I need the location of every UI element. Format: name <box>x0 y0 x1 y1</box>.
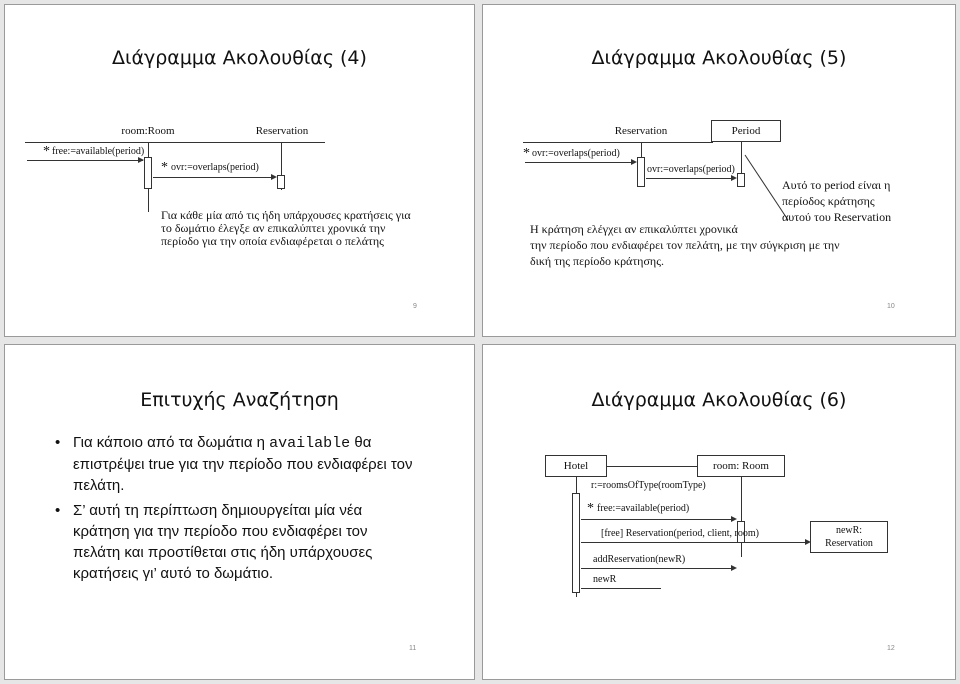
new-reservation-box: newR: Reservation <box>810 521 888 553</box>
message-add-reservation: addReservation(newR) <box>593 554 686 565</box>
arrow-head <box>271 174 277 180</box>
iteration-marker: * <box>161 160 168 175</box>
bullet-icon: • <box>55 502 61 519</box>
slide-title: Διάγραμμα Ακολουθίας (5) <box>591 47 847 69</box>
slide-successful-search <box>4 344 475 680</box>
note-text: Για κάθε μία από τις ήδη υπάρχουσες κρατήσεις για το δωμάτιο έλεγξε αν επικαλύπτει χρονικά την περίοδο για την οποία ενδιαφέρεται ο πελάτης <box>161 208 411 248</box>
lifeline-room-line <box>741 477 742 557</box>
bullet-icon: • <box>55 434 61 451</box>
iteration-marker: * <box>587 501 594 516</box>
slide-title: Διάγραμμα Ακολουθίας (6) <box>591 389 847 411</box>
header-connector <box>607 466 697 467</box>
arrow-head <box>138 157 144 163</box>
iteration-marker: * <box>523 146 530 161</box>
slide-sequence-diagram-4 <box>4 4 475 337</box>
slide-sequence-diagram-6 <box>482 344 956 680</box>
list-item: • Για κάποιο από τα δωμάτια η available θα επιστρέψει true για την περίοδο που ενδιαφέρει τον πελάτη. <box>55 434 413 494</box>
message-newr-arrow <box>581 588 661 589</box>
note-connector <box>483 5 956 337</box>
message-available: free:=available(period) <box>597 503 690 514</box>
code-text: available <box>269 435 351 452</box>
lifeline-hotel: Hotel <box>545 455 607 477</box>
activation-reservation <box>277 175 285 189</box>
lifeline-reservation: Reservation <box>244 122 320 142</box>
bullet-list <box>55 432 415 588</box>
page-number: 11 <box>409 645 417 652</box>
arrow-head <box>731 565 737 571</box>
activation-hotel <box>572 493 580 593</box>
message-available-arrow <box>27 160 143 161</box>
message-newr: newR <box>593 574 617 585</box>
lifeline-period: Period <box>711 120 781 142</box>
note-right: Αυτό το period είναι η περίοδος κράτησης αυτού του Reservation <box>782 178 892 224</box>
note-text: Η κράτηση ελέγχει αν επικαλύπτει χρονικά την περίοδο που ενδιαφέρει τον πελάτη, με την σύγκριση με την δική της περίοδο κράτησης. <box>530 222 840 268</box>
slide-title: Διάγραμμα Ακολουθίας (4) <box>112 47 367 69</box>
message-create-reservation: [free] Reservation(period, client, room) <box>601 528 759 539</box>
page-number: 10 <box>887 303 895 310</box>
message-rooms-of-type: r:=roomsOfType(roomType) <box>591 480 706 491</box>
lifeline-room: room:Room <box>109 122 187 142</box>
page-number: 12 <box>887 645 895 652</box>
message-overlaps: ovr:=overlaps(period) <box>171 162 259 173</box>
slide-sequence-diagram-5 <box>482 4 956 337</box>
message-overlaps-in: ovr:=overlaps(period) <box>532 148 620 159</box>
activation-room <box>144 157 152 189</box>
message-available: free:=available(period) <box>52 146 145 157</box>
page-number: 9 <box>413 303 417 310</box>
lifeline-room: room: Room <box>697 455 785 477</box>
message-create-arrow <box>581 542 807 543</box>
message-available-arrow <box>581 519 731 520</box>
lifeline-header-underline <box>25 142 325 143</box>
message-overlaps-arrow <box>153 177 271 178</box>
message-overlaps-out: ovr:=overlaps(period) <box>647 164 735 175</box>
list-item: • Σ’ αυτή τη περίπτωση δημιουργείται μία νέα κράτηση για την περίοδο που ενδιαφέρει τον πελάτη και προστίθεται στις ήδη υπάρχουσες κρατήσεις γι’ αυτό το δωμάτιο. <box>55 502 373 582</box>
lifeline-reservation: Reservation <box>603 122 679 142</box>
iteration-marker: * <box>43 144 50 159</box>
slide-title: Επιτυχής Αναζήτηση <box>140 389 339 411</box>
arrow-head <box>731 516 737 522</box>
message-add-arrow <box>581 568 731 569</box>
